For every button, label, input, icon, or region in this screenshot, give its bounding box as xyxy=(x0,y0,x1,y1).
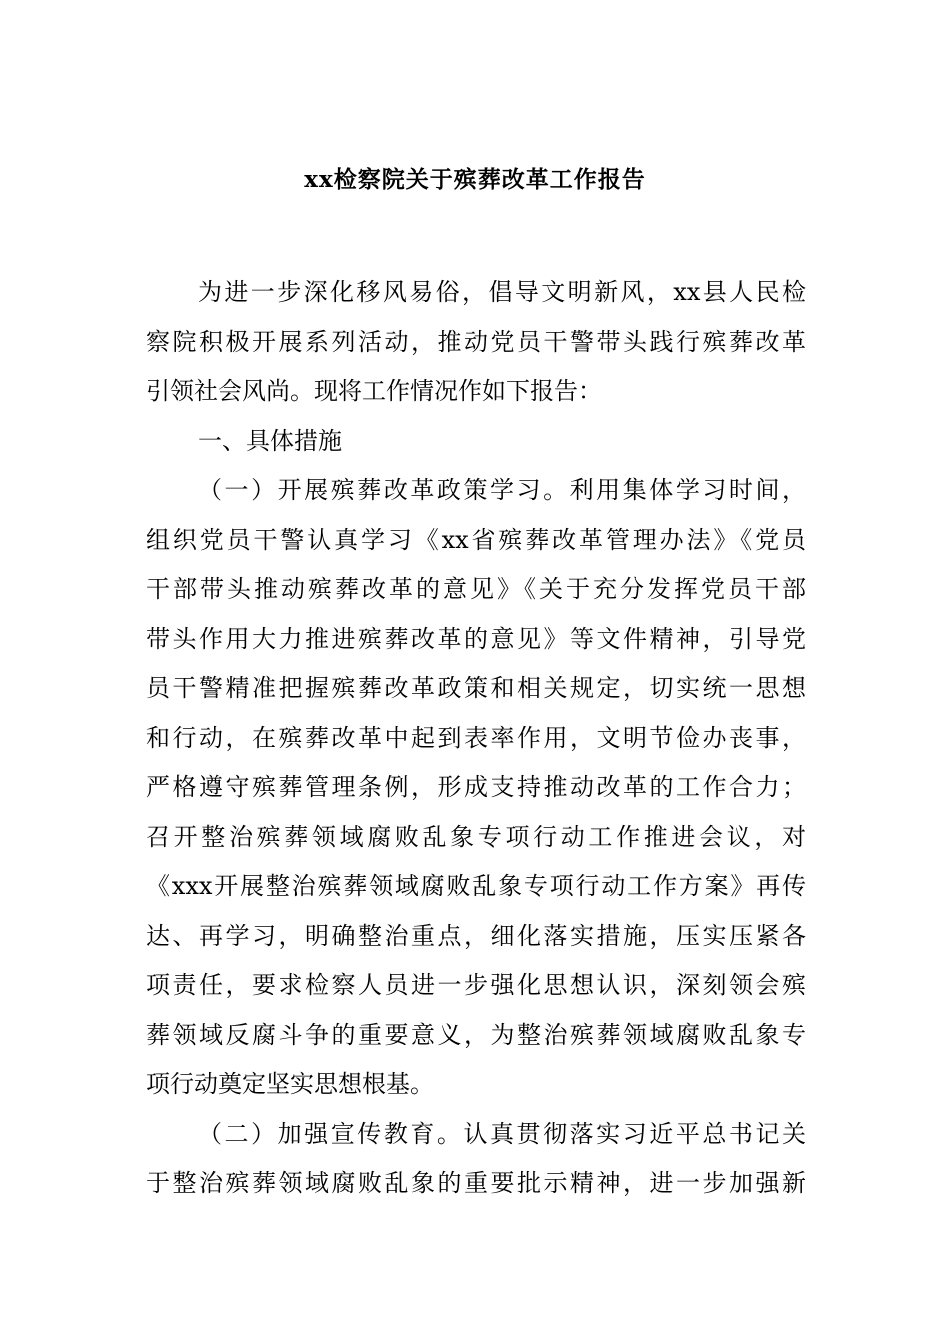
paragraph-line: 为进一步深化移风易俗，倡导文明新风，xx县人民检 xyxy=(198,278,806,306)
paragraph-line: 召开整治殡葬领域腐败乱象专项行动工作推进会议，对 xyxy=(146,822,806,851)
paragraph-line: 于整治殡葬领域腐败乱象的重要批示精神，进一步加强新 xyxy=(146,1169,806,1197)
paragraph-line: 引领社会风尚。现将工作情况作如下报告： xyxy=(146,377,602,405)
paragraph-line: 组织党员干警认真学习《xx省殡葬改革管理办法》《党员 xyxy=(146,525,806,554)
document-body xyxy=(146,268,806,1209)
paragraph-line: （二）加强宣传教育。认真贯彻落实习近平总书记关 xyxy=(198,1119,806,1148)
paragraph-line: 察院积极开展系列活动，推动党员干警带头践行殡葬改革 xyxy=(146,327,806,356)
paragraph-line: 员干警精准把握殡葬改革政策和相关规定，切实统一思想 xyxy=(146,674,806,702)
paragraph-line: 葬领域反腐斗争的重要意义，为整治殡葬领域腐败乱象专 xyxy=(146,1020,806,1049)
paragraph-line: 干部带头推动殡葬改革的意见》《关于充分发挥党员干部 xyxy=(146,575,806,603)
paragraph-line: 项责任，要求检察人员进一步强化思想认识，深刻领会殡 xyxy=(146,971,806,999)
paragraph-line: （一）开展殡葬改革政策学习。利用集体学习时间， xyxy=(198,476,806,504)
paragraph-line: 《xxx开展整治殡葬领域腐败乱象专项行动工作方案》再传 xyxy=(146,872,806,900)
paragraph-line: 和行动，在殡葬改革中起到表率作用，文明节俭办丧事， xyxy=(146,723,806,752)
paragraph-line: 项行动奠定坚实思想根基。 xyxy=(146,1070,434,1098)
paragraph-line: 严格遵守殡葬管理条例，形成支持推动改革的工作合力； xyxy=(146,773,806,801)
section-heading: 一、具体措施 xyxy=(198,426,342,455)
paragraph-line: 带头作用大力推进殡葬改革的意见》等文件精神，引导党 xyxy=(146,624,806,653)
paragraph-line: 达、再学习，明确整治重点，细化落实措施，压实压紧各 xyxy=(146,921,806,950)
document-title: xx检察院关于殡葬改革工作报告 xyxy=(304,166,646,193)
